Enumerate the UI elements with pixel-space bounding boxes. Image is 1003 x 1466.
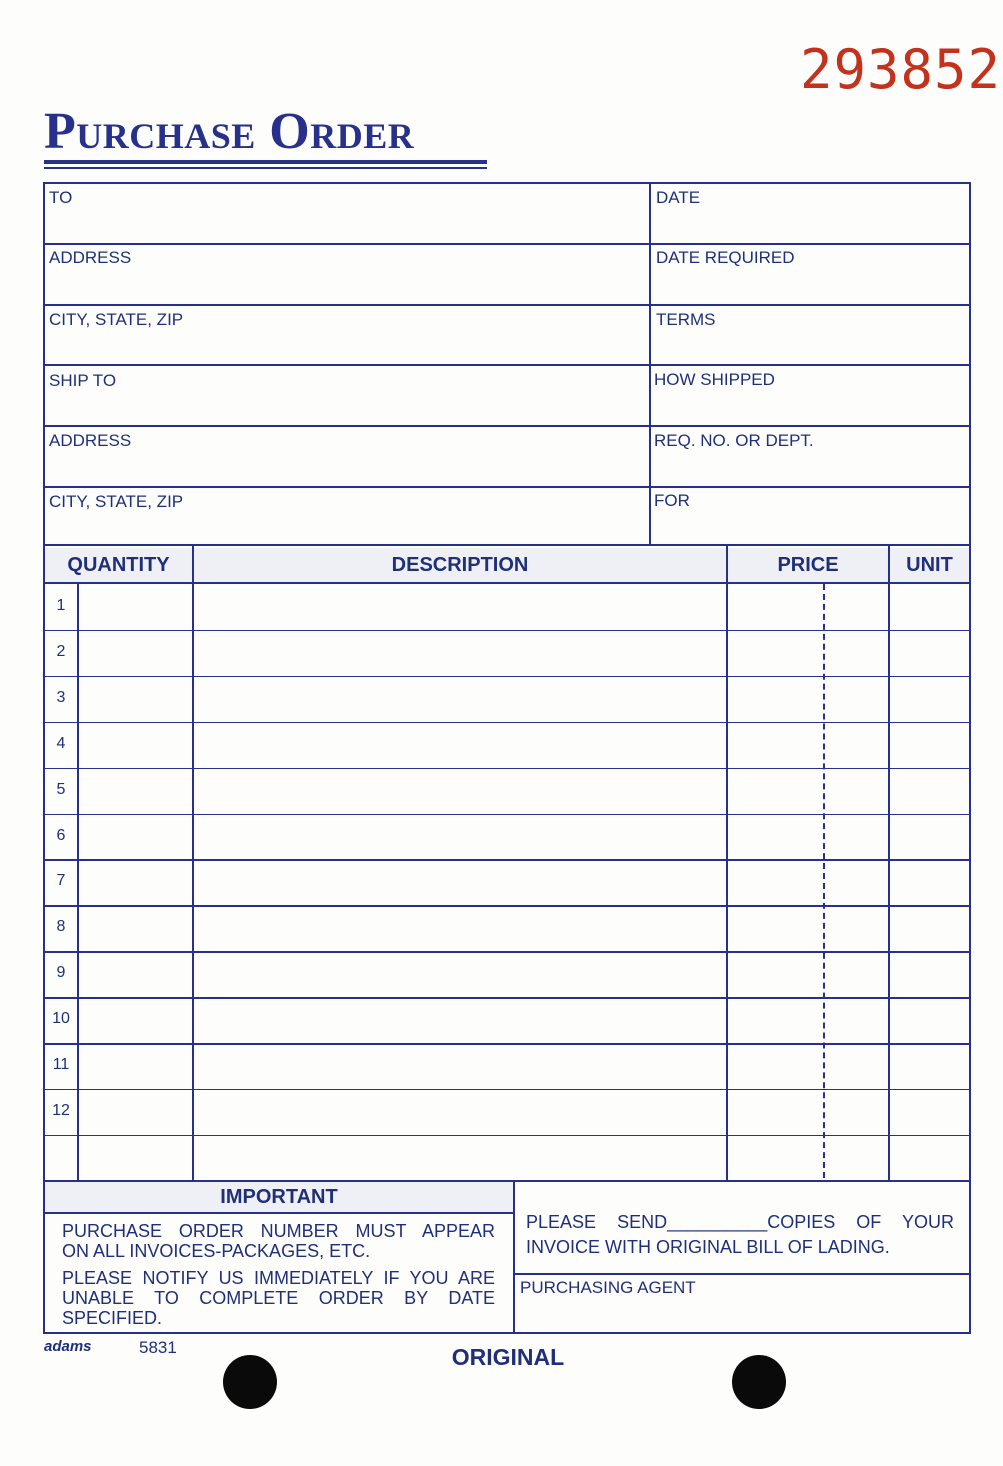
field-separator bbox=[45, 364, 969, 366]
terms-field[interactable]: TERMS bbox=[656, 310, 716, 329]
column-header-quantity: QUANTITY bbox=[67, 554, 170, 576]
row-number: 6 bbox=[56, 826, 66, 844]
column-header-unit: UNIT bbox=[906, 554, 953, 576]
adams-logo: adams bbox=[44, 1338, 92, 1355]
table-row-separator bbox=[45, 951, 969, 953]
table-row-separator bbox=[45, 1043, 969, 1045]
table-row-separator bbox=[45, 630, 969, 632]
bill-of-lading-instruction: INVOICE WITH ORIGINAL BILL OF LADING. bbox=[526, 1237, 890, 1257]
table-row-separator bbox=[45, 768, 969, 770]
to-field[interactable]: TO bbox=[49, 188, 73, 207]
title-underline bbox=[44, 160, 487, 164]
row-number: 2 bbox=[56, 642, 66, 660]
form-title: Purchase Order bbox=[44, 103, 415, 160]
table-header-separator bbox=[45, 582, 969, 584]
important-title: IMPORTANT bbox=[220, 1186, 338, 1208]
row-number: 7 bbox=[56, 872, 66, 890]
column-divider bbox=[888, 546, 890, 1180]
table-row-separator bbox=[45, 1135, 969, 1137]
important-header-separator bbox=[45, 1212, 513, 1214]
column-header-price: PRICE bbox=[777, 554, 839, 576]
field-separator bbox=[45, 486, 969, 488]
table-row-separator bbox=[45, 859, 969, 861]
date-field[interactable]: DATE bbox=[656, 188, 701, 207]
binder-hole-left bbox=[223, 1355, 277, 1409]
important-line-4: UNABLE TO COMPLETE ORDER BY DATE bbox=[62, 1288, 495, 1308]
row-number: 5 bbox=[56, 780, 66, 798]
important-line-2: ON ALL INVOICES-PACKAGES, ETC. bbox=[62, 1241, 371, 1261]
row-number: 9 bbox=[56, 964, 66, 982]
address-field[interactable]: ADDRESS bbox=[49, 248, 132, 267]
req-no-dept-field[interactable]: REQ. NO. OR DEPT. bbox=[654, 431, 814, 450]
important-line-3: PLEASE NOTIFY US IMMEDIATELY IF YOU ARE bbox=[62, 1268, 495, 1288]
po-number: 293852 bbox=[800, 38, 1002, 101]
row-number: 3 bbox=[56, 688, 66, 706]
row-number: 1 bbox=[56, 597, 66, 614]
agent-separator bbox=[515, 1273, 969, 1275]
table-row-separator bbox=[45, 814, 969, 816]
row-number-divider bbox=[77, 584, 79, 1180]
footer-divider bbox=[513, 1180, 515, 1334]
form-code: 5831 bbox=[139, 1338, 177, 1357]
city-state-zip-field[interactable]: CITY, STATE, ZIP bbox=[49, 310, 184, 329]
how-shipped-field[interactable]: HOW SHIPPED bbox=[654, 370, 775, 389]
column-divider bbox=[726, 546, 728, 1180]
title-underline-thin bbox=[44, 167, 487, 169]
important-line-1: PURCHASE ORDER NUMBER MUST APPEAR bbox=[62, 1221, 495, 1241]
for-field[interactable]: FOR bbox=[654, 491, 690, 510]
row-number: 4 bbox=[56, 734, 66, 752]
binder-hole-right bbox=[732, 1355, 786, 1409]
column-divider bbox=[192, 546, 194, 1180]
ship-address-field[interactable]: ADDRESS bbox=[49, 431, 132, 450]
copy-label: ORIGINAL bbox=[451, 1344, 565, 1370]
important-line-5: SPECIFIED. bbox=[62, 1308, 163, 1328]
purchasing-agent-field[interactable]: PURCHASING AGENT bbox=[520, 1278, 696, 1297]
copies-instruction: PLEASE SEND__________COPIES OF YOUR bbox=[526, 1212, 954, 1232]
row-number: 8 bbox=[56, 918, 66, 936]
row-number: 11 bbox=[52, 1056, 70, 1073]
table-row-separator bbox=[45, 997, 969, 999]
date-required-field[interactable]: DATE REQUIRED bbox=[656, 248, 795, 267]
field-separator bbox=[45, 243, 969, 245]
table-row-separator bbox=[45, 676, 969, 678]
table-row-separator bbox=[45, 722, 969, 724]
ship-city-state-zip-field[interactable]: CITY, STATE, ZIP bbox=[49, 492, 184, 511]
table-row-separator bbox=[45, 1089, 969, 1091]
column-header-description: DESCRIPTION bbox=[391, 554, 529, 576]
field-separator bbox=[45, 425, 969, 427]
table-row-separator bbox=[45, 905, 969, 907]
row-number: 12 bbox=[52, 1101, 70, 1119]
line-items-table bbox=[43, 546, 971, 1182]
row-number: 10 bbox=[52, 1010, 70, 1028]
ship-to-field[interactable]: SHIP TO bbox=[49, 371, 117, 390]
field-separator bbox=[45, 304, 969, 306]
